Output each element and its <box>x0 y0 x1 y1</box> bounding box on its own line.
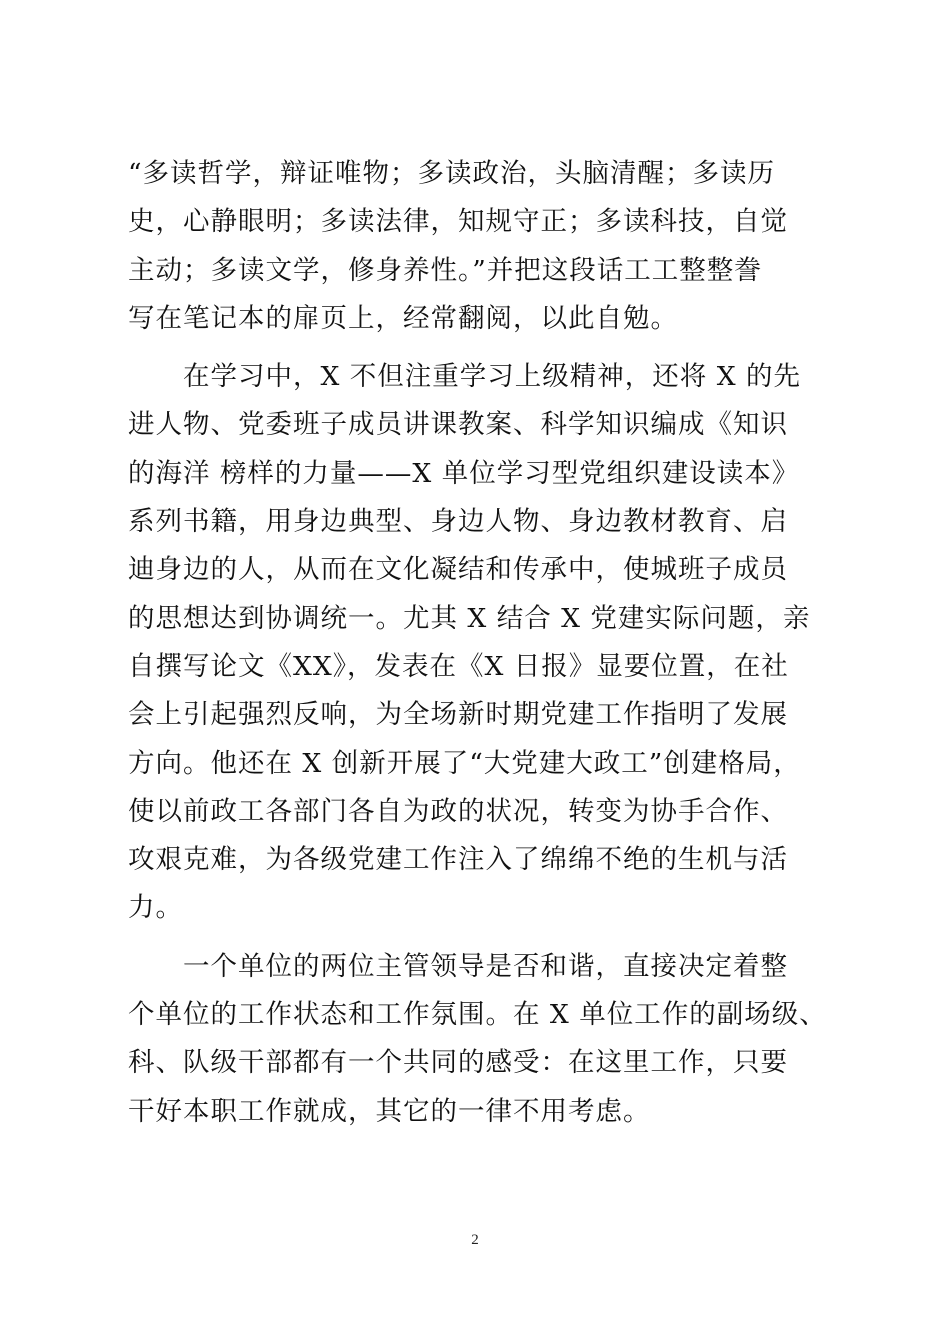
text-line: 会上引起强烈反响，为全场新时期党建工作指明了发展 <box>128 699 788 731</box>
text-line: 科、队级干部都有一个共同的感受：在这里工作，只要 <box>128 1047 788 1079</box>
text-line: 迪身边的人，从而在文化凝结和传承中，使城班子成员 <box>128 554 788 586</box>
text-line: 使以前政工各部门各自为政的状况，转变为协手合作、 <box>128 795 788 827</box>
text-line: 系列书籍，用身边典型、身边人物、身边教材教育、启 <box>128 506 788 538</box>
text-line: 方向。他还在 X 创新开展了“大党建大政工”创建格局， <box>128 747 801 779</box>
paragraph-2 <box>128 353 828 933</box>
paragraph-spacing <box>128 933 828 943</box>
text-line: 在学习中，X 不但注重学习上级精神，还将 X 的先 <box>128 361 802 393</box>
text-line: 自撰写论文《XX》，发表在《X 日报》显要位置，在社 <box>128 650 789 682</box>
text-line: 个单位的工作状态和工作氛围。在 X 单位工作的副场级、 <box>128 999 827 1031</box>
text-line: 干好本职工作就成，其它的一律不用考虑。 <box>128 1095 651 1127</box>
text-line: 力。 <box>128 892 183 924</box>
text-line: 一个单位的两位主管领导是否和谐，直接决定着整 <box>128 950 788 982</box>
text-line: 的思想达到协调统一。尤其 X 结合 X 党建实际问题，亲 <box>128 602 811 634</box>
page-number: 2 <box>471 1232 479 1248</box>
text-line: 攻艰克难，为各级党建工作注入了绵绵不绝的生机与活 <box>128 844 788 876</box>
body-text <box>128 150 828 1136</box>
paragraph-3 <box>128 943 828 1136</box>
paragraph-1 <box>128 150 828 343</box>
text-line: 进人物、党委班子成员讲课教案、科学知识编成《知识 <box>128 409 788 441</box>
text-line: 主动；多读文学，修身养性。”并把这段话工工整整誊 <box>128 254 762 286</box>
text-line: “多读哲学，辩证唯物；多读政治，头脑清醒；多读历 <box>128 158 776 189</box>
text-line: 写在笔记本的扉页上，经常翻阅，以此自勉。 <box>128 302 678 334</box>
text-line: 的海洋 榜样的力量——X 单位学习型党组织建设读本》 <box>128 457 800 489</box>
text-line: 史，心静眼明；多读法律，知规守正；多读科技，自觉 <box>128 206 788 238</box>
paragraph-spacing <box>128 343 828 353</box>
